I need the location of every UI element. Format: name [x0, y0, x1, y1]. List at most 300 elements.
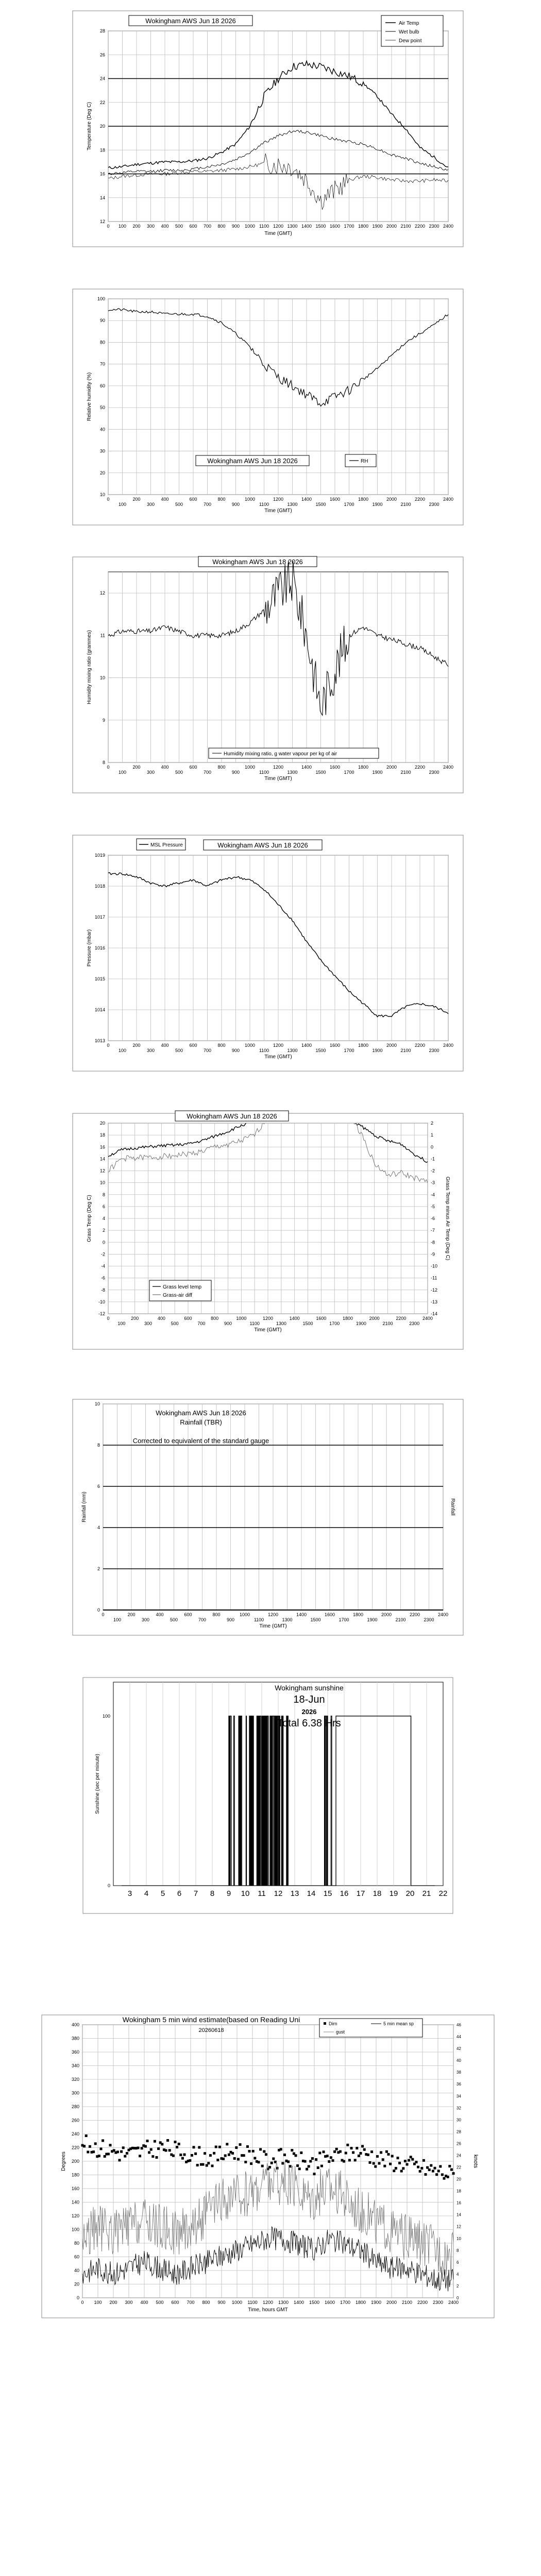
direction-point — [369, 2161, 371, 2164]
legend — [345, 454, 376, 467]
chart-title: Wokingham AWS Jun 18 2026 — [207, 457, 298, 465]
y-tick-label: 1015 — [94, 976, 105, 981]
x-tick-label: 900 — [231, 502, 240, 507]
y-tick-label: 28 — [99, 28, 105, 33]
x-axis-label: Time (GMT) — [264, 776, 292, 782]
chart-year: 2026 — [301, 1708, 317, 1716]
direction-point — [383, 2165, 386, 2167]
y2-tick-label: 20 — [457, 2177, 461, 2182]
x-tick-label: 1300 — [282, 1617, 293, 1622]
chart-subtitle: 20260618 — [198, 2027, 224, 2033]
legend-label: Dew point — [399, 38, 422, 44]
direction-point — [154, 2140, 156, 2143]
x-tick-label: 100 — [118, 224, 127, 229]
x-tick-label: 400 — [157, 1316, 165, 1321]
x-tick-label: 1900 — [372, 770, 383, 775]
direction-point — [374, 2165, 377, 2168]
direction-point — [422, 2159, 425, 2162]
y-tick-label: 320 — [71, 2077, 79, 2082]
y2-tick-label: -14 — [431, 1311, 438, 1316]
direction-point — [346, 2144, 349, 2146]
direction-point — [189, 2159, 191, 2162]
x-tick-label: 300 — [146, 770, 155, 775]
direction-point — [206, 2164, 208, 2167]
x-tick-label: 1600 — [324, 1612, 335, 1617]
x-tick-label: 1400 — [296, 1612, 307, 1617]
direction-point — [104, 2155, 106, 2158]
direction-point — [252, 2150, 255, 2153]
y2-tick-label: -5 — [431, 1204, 435, 1209]
direction-point — [150, 2148, 153, 2151]
x-tick-label: 700 — [203, 224, 212, 229]
y2-tick-label: -10 — [431, 1263, 438, 1269]
x-tick-label: 500 — [156, 2300, 164, 2305]
direction-point — [109, 2144, 112, 2146]
direction-point — [102, 2139, 104, 2142]
direction-point — [161, 2143, 163, 2145]
x-tick-label: 500 — [175, 1048, 183, 1053]
y-tick-label: 8 — [102, 760, 105, 765]
y2-tick-label: 14 — [457, 2212, 461, 2217]
direction-point — [415, 2161, 418, 2163]
direction-point — [328, 2160, 330, 2163]
y2-tick-label: 26 — [457, 2141, 461, 2146]
direction-point — [224, 2155, 227, 2157]
direction-point — [268, 2166, 271, 2168]
x-tick-label: 2100 — [400, 770, 411, 775]
y-tick-label: 2 — [102, 1228, 105, 1233]
x-tick-label: 17 — [356, 1889, 365, 1898]
y-tick-label: 1014 — [94, 1007, 105, 1012]
direction-point — [209, 2154, 212, 2157]
x-tick-label: 2400 — [448, 2300, 459, 2305]
direction-point — [204, 2152, 206, 2155]
y-tick-label: 90 — [99, 318, 105, 324]
x-axis-label: Time (GMT) — [259, 1623, 287, 1629]
x-tick-label: 1000 — [244, 765, 256, 770]
x-tick-label: 1300 — [287, 1048, 298, 1053]
direction-point — [280, 2148, 282, 2150]
x-tick-label: 200 — [127, 1612, 136, 1617]
x-tick-label: 700 — [203, 770, 212, 775]
direction-point — [146, 2140, 149, 2142]
x-tick-label: 1700 — [339, 1617, 349, 1622]
direction-point — [400, 2170, 403, 2173]
direction-point — [207, 2162, 210, 2164]
y-tick-label: 1016 — [94, 945, 105, 951]
y2-tick-label: -12 — [431, 1287, 438, 1293]
x-tick-label: 22 — [438, 1889, 448, 1898]
x-tick-label: 300 — [125, 2300, 133, 2305]
direction-point — [179, 2154, 182, 2156]
chart-title: Wokingham AWS Jun 18 2026 — [187, 1112, 277, 1120]
y-tick-label: 20 — [74, 2281, 79, 2287]
x-tick-label: 6 — [177, 1889, 182, 1898]
x-tick-label: 800 — [211, 1316, 219, 1321]
x-tick-label: 1800 — [342, 1316, 353, 1321]
direction-point — [172, 2155, 175, 2157]
x-tick-label: 1700 — [344, 502, 354, 507]
x-tick-label: 1900 — [367, 1617, 378, 1622]
y-axis-label: Rainfall (mm) — [81, 1492, 87, 1522]
x-tick-label: 1100 — [259, 1048, 269, 1053]
direction-point — [439, 2165, 442, 2168]
y-tick-label: 12 — [99, 590, 105, 596]
y-tick-label: 12 — [99, 219, 105, 224]
direction-point — [120, 2150, 123, 2153]
x-tick-label: 500 — [170, 1617, 178, 1622]
direction-point — [367, 2154, 369, 2156]
direction-point — [157, 2147, 160, 2150]
x-tick-label: 800 — [202, 2300, 210, 2305]
y-tick-label: 40 — [74, 2268, 79, 2273]
x-tick-label: 1300 — [287, 770, 298, 775]
x-tick-label: 1200 — [262, 1316, 274, 1321]
x-tick-label: 19 — [389, 1889, 398, 1898]
y2-tick-label: 36 — [457, 2082, 461, 2087]
y2-tick-label: 4 — [457, 2272, 459, 2277]
direction-point — [176, 2146, 178, 2148]
direction-point — [85, 2134, 88, 2137]
x-tick-label: 2100 — [401, 2300, 413, 2305]
x-tick-label: 1100 — [253, 1617, 264, 1622]
x-tick-label: 1100 — [249, 1321, 260, 1326]
x-tick-label: 1800 — [358, 765, 369, 770]
y-tick-label: 26 — [99, 52, 105, 58]
mixing-ratio-chart-panel — [72, 556, 464, 793]
y-tick-label: 300 — [71, 2090, 79, 2096]
y2-tick-label: 0 — [457, 2296, 459, 2300]
y-tick-label: 10 — [99, 492, 105, 497]
legend — [149, 1280, 211, 1301]
direction-point — [122, 2146, 125, 2149]
direction-point — [281, 2162, 284, 2164]
direction-point — [270, 2162, 273, 2164]
x-tick-label: 1700 — [344, 224, 354, 229]
direction-point — [246, 2145, 249, 2148]
legend-label: Grass level temp — [163, 1284, 202, 1290]
legend-label: Humidity mixing ratio, g water vapour per kg of air — [224, 751, 337, 757]
x-tick-label: 100 — [94, 2300, 102, 2305]
x-tick-label: 100 — [117, 1321, 126, 1326]
direction-point — [404, 2160, 407, 2162]
x-tick-label: 21 — [422, 1889, 431, 1898]
y-tick-label: 1019 — [94, 853, 105, 858]
x-tick-label: 14 — [307, 1889, 316, 1898]
direction-point — [295, 2154, 297, 2157]
direction-point — [148, 2151, 150, 2154]
direction-point — [165, 2149, 167, 2152]
x-tick-label: 2200 — [417, 2300, 428, 2305]
x-tick-label: 700 — [203, 1048, 212, 1053]
direction-point — [289, 2165, 292, 2167]
x-tick-label: 2100 — [400, 1048, 411, 1053]
y-tick-label: -6 — [100, 1275, 105, 1281]
y-tick-label: 100 — [97, 296, 105, 301]
y2-tick-label: -8 — [431, 1240, 435, 1245]
direction-point — [181, 2157, 184, 2160]
direction-point — [395, 2167, 397, 2170]
direction-point — [139, 2155, 141, 2157]
direction-point — [216, 2159, 219, 2161]
y-tick-label: 160 — [71, 2186, 79, 2191]
x-tick-label: 800 — [217, 224, 226, 229]
direction-point — [373, 2162, 375, 2165]
y2-tick-label: 18 — [457, 2189, 461, 2194]
x-tick-label: 1900 — [370, 2300, 382, 2305]
x-tick-label: 2000 — [386, 765, 397, 770]
y2-axis-label: Rainfall — [450, 1498, 455, 1516]
y-tick-label: -4 — [100, 1263, 105, 1269]
sunshine-chart-panel — [82, 1677, 453, 1914]
x-tick-label: 1800 — [352, 1612, 364, 1617]
x-tick-label: 200 — [132, 224, 141, 229]
y-tick-label: 0 — [97, 1607, 100, 1613]
y-tick-label: 0 — [102, 1240, 105, 1245]
direction-point — [443, 2177, 446, 2180]
x-tick-label: 1600 — [316, 1316, 327, 1321]
direction-point — [98, 2155, 100, 2157]
legend-label: MSL Pressure — [150, 842, 183, 848]
y2-tick-label: 38 — [457, 2070, 461, 2075]
x-tick-label: 400 — [161, 1043, 169, 1048]
x-tick-label: 1900 — [372, 224, 383, 229]
x-tick-label: 100 — [118, 1048, 127, 1053]
x-tick-label: 600 — [189, 765, 197, 770]
y-tick-label: 14 — [99, 195, 105, 200]
direction-point — [354, 2159, 357, 2161]
chart-annotation: Corrected to equivalent of the standard gauge — [132, 1437, 269, 1445]
y-axis-label: Temperature (Deg C) — [87, 102, 92, 150]
x-tick-label: 900 — [224, 1321, 232, 1326]
direction-point — [263, 2150, 265, 2153]
direction-point — [237, 2158, 240, 2161]
direction-point — [191, 2154, 193, 2157]
x-tick-label: 600 — [189, 497, 197, 502]
direction-point — [402, 2167, 404, 2170]
pressure-chart — [72, 835, 464, 1072]
x-axis-label: Time (GMT) — [254, 1327, 282, 1333]
legend-label: 5 min mean sp — [383, 2021, 414, 2026]
x-tick-label: 5 — [160, 1889, 165, 1898]
x-axis-label: Time (GMT) — [264, 508, 292, 514]
direction-point — [144, 2145, 147, 2148]
x-tick-label: 12 — [274, 1889, 283, 1898]
chart-title: Wokingham AWS Jun 18 2026 — [145, 17, 236, 25]
y-tick-label: 20 — [99, 124, 105, 129]
x-tick-label: 700 — [198, 1617, 207, 1622]
x-tick-label: 1900 — [372, 1048, 383, 1053]
x-tick-label: 1600 — [329, 1043, 341, 1048]
legend-label: RH — [361, 459, 368, 464]
y-tick-label: 9 — [102, 717, 105, 723]
x-tick-label: 2200 — [414, 1043, 426, 1048]
x-tick-label: 100 — [118, 502, 127, 507]
humidity-chart-panel — [72, 289, 464, 526]
y2-tick-label: 34 — [457, 2094, 461, 2099]
wind-chart — [41, 2014, 495, 2318]
chart-title: Wokingham 5 min wind estimate(based on Reading Uni — [122, 2015, 300, 2024]
direction-point — [243, 2154, 245, 2157]
direction-point — [397, 2157, 399, 2159]
x-tick-label: 10 — [241, 1889, 250, 1898]
x-tick-label: 1500 — [315, 224, 326, 229]
x-tick-label: 1600 — [329, 497, 341, 502]
x-tick-label: 1800 — [358, 1043, 369, 1048]
x-tick-label: 0 — [107, 1316, 110, 1321]
direction-point — [233, 2157, 236, 2160]
direction-point — [231, 2152, 234, 2155]
y-tick-label: 340 — [71, 2063, 79, 2069]
direction-point — [265, 2153, 267, 2156]
y-tick-label: 30 — [99, 448, 105, 454]
x-tick-label: 1200 — [273, 224, 284, 229]
x-tick-label: 300 — [144, 1321, 153, 1326]
direction-point — [428, 2168, 431, 2171]
direction-point — [198, 2146, 200, 2149]
direction-point — [389, 2163, 392, 2165]
y-tick-label: 1018 — [94, 884, 105, 889]
direction-point — [313, 2173, 316, 2175]
x-tick-label: 400 — [161, 765, 169, 770]
direction-point — [391, 2155, 394, 2157]
x-tick-label: 2100 — [395, 1617, 406, 1622]
x-tick-label: 1700 — [344, 770, 354, 775]
y-tick-label: 240 — [71, 2131, 79, 2137]
direction-point — [151, 2155, 154, 2158]
y-tick-label: -10 — [98, 1299, 105, 1304]
direction-point — [335, 2148, 338, 2150]
x-tick-label: 1700 — [340, 2300, 351, 2305]
legend — [381, 15, 443, 46]
x-tick-label: 800 — [217, 765, 226, 770]
direction-point — [437, 2170, 440, 2172]
y-axis-label: Degrees — [61, 2151, 66, 2171]
direction-point — [398, 2162, 401, 2164]
x-tick-label: 1200 — [273, 1043, 284, 1048]
y-tick-label: 200 — [71, 2159, 79, 2164]
x-tick-label: 0 — [107, 765, 110, 770]
x-tick-label: 800 — [217, 1043, 226, 1048]
direction-point — [376, 2155, 379, 2158]
temperature-chart-panel — [72, 10, 464, 247]
direction-point — [417, 2166, 419, 2168]
x-tick-label: 700 — [203, 502, 212, 507]
y2-tick-label: 44 — [457, 2035, 461, 2040]
legend-label: Wet bulb — [399, 29, 419, 35]
x-tick-label: 200 — [132, 765, 141, 770]
direction-point — [317, 2166, 319, 2169]
y-tick-label: 24 — [99, 76, 105, 81]
gridlines — [82, 2025, 453, 2298]
direction-point — [174, 2141, 177, 2143]
y2-tick-label: 40 — [457, 2058, 461, 2063]
direction-point — [410, 2156, 412, 2158]
x-tick-label: 1600 — [329, 224, 341, 229]
x-tick-label: 2000 — [386, 497, 397, 502]
direction-point — [298, 2167, 301, 2170]
x-tick-label: 1400 — [289, 1316, 300, 1321]
x-tick-label: 100 — [118, 770, 127, 775]
legend — [137, 839, 185, 850]
x-tick-label: 500 — [175, 502, 183, 507]
x-tick-label: 1700 — [344, 1048, 354, 1053]
y-tick-label: 10 — [99, 1180, 105, 1185]
x-tick-label: 300 — [146, 1048, 155, 1053]
x-tick-label: 1500 — [302, 1321, 313, 1326]
y-tick-label: -12 — [98, 1311, 105, 1316]
y-tick-label: 80 — [74, 2241, 79, 2246]
y2-tick-label: 16 — [457, 2200, 461, 2206]
direction-point — [387, 2153, 390, 2156]
direction-point — [89, 2145, 91, 2148]
x-tick-label: 1700 — [329, 1321, 340, 1326]
x-tick-label: 300 — [141, 1617, 150, 1622]
x-tick-label: 2000 — [386, 224, 397, 229]
x-tick-label: 1000 — [244, 224, 256, 229]
x-tick-label: 0 — [81, 2300, 84, 2305]
y2-tick-label: -13 — [431, 1299, 438, 1304]
direction-point — [411, 2158, 414, 2161]
x-axis-label: Time (GMT) — [264, 231, 292, 236]
y-tick-label: 220 — [71, 2145, 79, 2150]
y-tick-label: 18 — [99, 1132, 105, 1138]
chart-subtitle: Rainfall (TBR) — [180, 1418, 222, 1426]
y-tick-label: 260 — [71, 2117, 79, 2123]
grass-temp-chart — [72, 1113, 464, 1350]
legend-label: Air Temp — [399, 21, 419, 26]
y2-tick-label: -6 — [431, 1216, 435, 1221]
x-tick-label: 1400 — [301, 497, 312, 502]
y2-tick-label: 6 — [457, 2260, 459, 2265]
direction-point — [361, 2145, 364, 2147]
x-tick-label: 800 — [217, 497, 226, 502]
x-tick-label: 1300 — [287, 502, 298, 507]
y-tick-label: 80 — [99, 340, 105, 345]
y-axis-label: Pressure (mbar) — [87, 929, 92, 967]
x-tick-label: 1100 — [259, 770, 269, 775]
direction-point — [300, 2151, 302, 2154]
direction-point — [380, 2151, 382, 2154]
direction-point — [447, 2176, 449, 2178]
direction-point — [385, 2150, 388, 2153]
x-tick-label: 2300 — [429, 224, 439, 229]
y-tick-label: 180 — [71, 2172, 79, 2178]
x-tick-label: 900 — [231, 224, 240, 229]
direction-point — [156, 2156, 158, 2159]
y2-tick-label: -4 — [431, 1192, 435, 1197]
x-tick-label: 20 — [405, 1889, 415, 1898]
y-tick-label: -8 — [100, 1287, 105, 1293]
direction-point — [83, 2145, 86, 2147]
direction-point — [272, 2158, 275, 2160]
x-axis-label: Time, hours GMT — [248, 2307, 288, 2313]
direction-point — [244, 2161, 247, 2163]
x-tick-label: 2200 — [414, 224, 426, 229]
x-tick-label: 2300 — [429, 1048, 439, 1053]
y-tick-label: 280 — [71, 2104, 79, 2109]
y-tick-label: 2 — [97, 1566, 100, 1571]
direction-point — [291, 2149, 293, 2151]
y-tick-label: 20 — [99, 470, 105, 476]
x-tick-label: 2400 — [443, 1043, 454, 1048]
x-tick-label: 0 — [107, 1043, 110, 1048]
x-tick-label: 2000 — [381, 1612, 392, 1617]
x-tick-label: 2400 — [443, 497, 454, 502]
y-tick-label: 100 — [71, 2227, 79, 2232]
x-tick-label: 1400 — [301, 1043, 312, 1048]
direction-point — [218, 2146, 221, 2148]
